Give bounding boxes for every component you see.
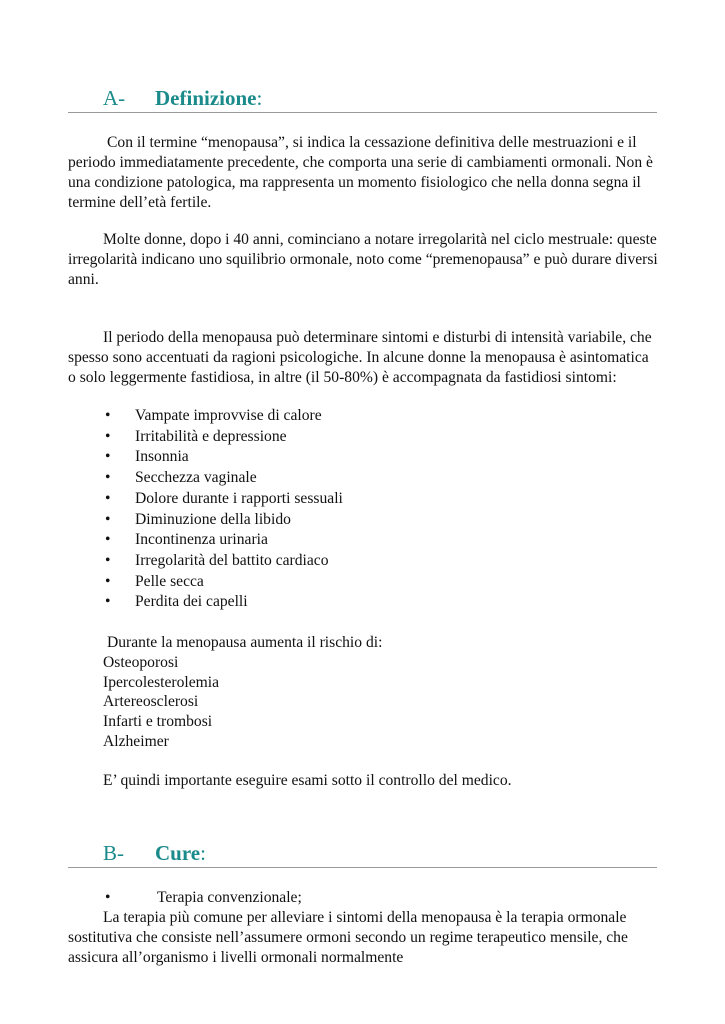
bullet-icon: • — [105, 593, 111, 611]
bullet-icon: • — [105, 469, 111, 487]
bullet-icon: • — [105, 407, 111, 424]
bullet-icon: • — [105, 531, 111, 549]
symptom-text: Dolore durante i rapporti sessuali — [135, 489, 343, 507]
list-item: Osteoporosi — [103, 653, 179, 671]
therapy-item-label: Terapia convenzionale; — [157, 889, 302, 906]
paragraph-premenopause: Molte donne, dopo i 40 anni, cominciano a notare irregolarità nel ciclo mestruale: queste irregolarità indicano uno squilibrio ormonale, noto come “premenopausa” e può durare diversi anni. — [68, 231, 658, 288]
list-item: Infarti e trombosi — [103, 713, 213, 731]
section-b-letter: B- — [103, 841, 124, 865]
symptoms-list — [68, 406, 658, 613]
section-a-title — [155, 86, 262, 110]
list-item — [68, 468, 658, 489]
bullet-icon: • — [105, 889, 111, 906]
symptom-text: Pelle secca — [135, 572, 204, 590]
list-item — [68, 427, 658, 448]
symptom-text: Diminuzione della libido — [135, 510, 291, 528]
paragraph-symptoms-intro: Il periodo della menopausa può determinare sintomi e disturbi di intensità variabile, che spesso sono accentuati da ragioni psicologiche. In alcune donne la menopausa è asintomatica o solo leggermente fastidiosa, in altre (il 50-80%) è accompagnata da fastidiosi sintomi: — [68, 329, 652, 386]
paragraph-definition: Con il termine “menopausa”, si indica la cessazione definitiva delle mestruazioni e il periodo immediatamente precedente, che comporta una serie di cambiamenti ormonali. Non è una condizione patologica, ma rappresenta un momento fisiologico che nella donna segna il termine dell’età fertile. — [68, 134, 653, 211]
symptom-text: Perdita dei capelli — [135, 593, 248, 611]
bullet-icon: • — [105, 427, 111, 445]
section-a-letter: A- — [103, 86, 126, 110]
bullet-icon: • — [105, 551, 111, 569]
list-item: Artereosclerosi — [103, 693, 199, 711]
section-a-title-text: Definizione — [155, 86, 257, 110]
list-item: Ipercolesterolemia — [103, 673, 220, 691]
paragraph-closing: E’ quindi importante eseguire esami sotto il controllo del medico. — [103, 772, 512, 789]
list-item — [68, 572, 658, 593]
list-item — [68, 592, 658, 613]
bullet-icon: • — [105, 510, 111, 528]
list-item — [68, 530, 658, 551]
symptom-text: Secchezza vaginale — [135, 469, 257, 487]
risks-list — [103, 633, 382, 752]
paragraph-therapy: La terapia più comune per alleviare i sintomi della menopausa è la terapia ormonale sostitutiva che consiste nell’assumere ormoni secondo un regime terapeutico mensile, che assicura all’organismo i livelli ormonali normalmente — [68, 909, 628, 966]
bullet-icon: • — [105, 572, 111, 590]
section-a-colon: : — [256, 86, 263, 110]
list-item — [68, 489, 658, 510]
list-item — [68, 551, 658, 572]
list-item — [68, 406, 658, 427]
symptom-text: Vampate improvvise di calore — [135, 407, 322, 424]
symptom-text: Insonnia — [135, 448, 189, 466]
section-b-title-text: Cure — [155, 841, 201, 865]
bullet-icon: • — [105, 448, 111, 466]
symptom-text: Incontinenza urinaria — [135, 531, 268, 549]
bullet-icon: • — [105, 489, 111, 507]
section-b-title — [155, 841, 206, 865]
section-a-heading — [68, 86, 657, 113]
section-b-heading — [68, 841, 657, 868]
symptom-text: Irregolarità del battito cardiaco — [135, 551, 329, 569]
list-item — [68, 510, 658, 531]
list-item — [68, 447, 658, 468]
symptom-text: Irritabilità e depressione — [135, 427, 287, 445]
risk-intro: Durante la menopausa aumenta il rischio di: — [107, 634, 383, 651]
list-item: Alzheimer — [103, 732, 169, 750]
section-b-colon: : — [200, 841, 206, 865]
